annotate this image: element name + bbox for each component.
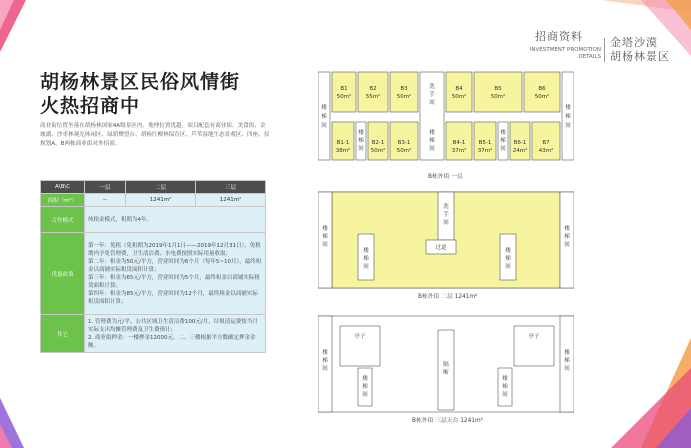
washroom-char: 间 [429, 100, 435, 106]
stair-char: 间 [500, 146, 506, 152]
floor-plan-3 [318, 310, 574, 414]
shop-B6 [524, 72, 560, 112]
table-header-cell: A\B\C [41, 181, 85, 194]
shop-B2 [358, 72, 388, 112]
corridor-label: 过道 [435, 245, 447, 251]
section-title: 招商资料 [535, 30, 583, 43]
place-name-line1: 金塔沙漠 [610, 36, 658, 49]
floor-plan-2 [318, 186, 574, 290]
table-header-row [41, 181, 266, 194]
partition-char: 断 [443, 370, 449, 376]
shop-area: 50m² [534, 94, 550, 100]
plan1-stair-left-char: 间 [321, 123, 327, 129]
table-header-cell: 三层 [196, 181, 266, 194]
washroom-char: 洗 [429, 84, 435, 90]
area-label: 面积（m²） [41, 194, 85, 207]
area-value-floor2: 1241m² [126, 194, 196, 207]
shop-label: B4-1 [452, 140, 466, 146]
area-value-floor1: -- [85, 194, 126, 207]
shop-label: B7 [542, 140, 550, 146]
stair-char: 楼 [564, 350, 570, 356]
stair-char: 间 [358, 146, 364, 152]
stair-char: 楼 [322, 226, 328, 232]
policy-line: 第三年：租金为65元/平方，营业时间为5个月，最终租金以商铺实际租赁面积计算； [88, 274, 260, 289]
stair-char: 间 [322, 366, 328, 372]
place-name [610, 36, 670, 64]
plan2-right-stair [560, 192, 574, 288]
other-line: 1. 管理费为元/平。公共区域卫生清洁费100元/月，垃圾清运费按当月实际支出均摊管理费及卫生费预计； [88, 318, 258, 333]
shop-B3 [390, 72, 418, 112]
bottom-left-ribbon-decoration [0, 388, 40, 448]
shop-label: B2 [369, 86, 377, 92]
area-value-floor3: 1241m² [196, 194, 266, 207]
stair-char: 楼 [362, 376, 368, 382]
section-subtitle-en: INVESTMENT PROMOTION DETAILS [529, 47, 601, 60]
stair-char: 梯 [564, 358, 570, 364]
shop-area: 37m² [477, 148, 493, 154]
leasing-info-table [40, 180, 266, 353]
stair-char: 梯 [502, 384, 508, 390]
table-row-area [41, 194, 266, 207]
coop-text: 纯租金模式，租期为4年。 [85, 207, 266, 233]
stair-char: 间 [564, 242, 570, 248]
stair-char: 梯 [505, 256, 511, 262]
table-row-other [41, 315, 266, 353]
stair-char: 间 [564, 366, 570, 372]
plan1-stair-left-char: 梯 [321, 114, 327, 120]
table-row-policy [41, 233, 266, 315]
policy-line: 第一年：免租（免租期为2019年1月1日——2019年12月31日），免租期内予免管理费，卫生清洁费、水电费按照实际用量收取； [88, 242, 261, 257]
stair-char: 梯 [322, 234, 328, 240]
stair-char: 楼 [505, 248, 511, 254]
shop-area: 50m² [396, 148, 412, 154]
policy-label: 优惠政策 [41, 233, 85, 315]
stair-char: 间 [502, 392, 508, 398]
page-title [40, 70, 240, 118]
top-left-ribbon-decoration [0, 0, 40, 60]
other-text [85, 315, 266, 353]
policy-line: 第二年：租金为50元/平方，营业时间为6个月（每年5~10月），最终租金以商铺实际租赁面积计算； [88, 258, 262, 273]
stair-char: 梯 [429, 138, 435, 144]
plan3-caption: B栋外街 三层天台 1241m² [412, 418, 483, 424]
stair-char: 梯 [362, 384, 368, 390]
stair-char: 梯 [363, 256, 369, 262]
shop-B4 [446, 72, 472, 112]
page-title-line1: 胡杨林景区民俗风情街 [40, 71, 241, 93]
shop-B5 [474, 72, 522, 112]
stair-char: 梯 [358, 138, 364, 144]
stair-char: 楼 [358, 130, 364, 136]
stair-char: 楼 [502, 376, 508, 382]
stair-char: 梯 [500, 138, 506, 144]
stair-char: 楼 [322, 350, 328, 356]
shop-label: B1-1 [336, 140, 350, 146]
stair-char: 梯 [322, 358, 328, 364]
bottom-right-ribbon-decoration [601, 318, 691, 448]
shop-label: B5 [494, 86, 502, 92]
shop-area: 38m² [335, 148, 351, 154]
stair-char: 楼 [500, 130, 506, 136]
other-label: 其它 [41, 315, 85, 353]
header-divider [604, 38, 605, 62]
policy-text [85, 233, 266, 315]
shop-area: 50m² [370, 148, 386, 154]
floor-plan-1 [318, 62, 574, 170]
shop-label: B3-1 [397, 140, 411, 146]
pavilion-label: 亭子 [354, 334, 366, 340]
shop-area: 50m² [451, 94, 467, 100]
page-title-line2: 火热招商中 [40, 95, 141, 117]
washroom-char: 手 [429, 92, 435, 98]
washroom-char: 手 [443, 212, 449, 218]
shop-area: 43m² [538, 148, 554, 154]
stair-char: 间 [505, 264, 511, 270]
shop-area: 55m² [365, 94, 381, 100]
shop-area: 37m² [451, 148, 467, 154]
plan1-caption: B栋外街 一层 [428, 174, 463, 180]
other-line: 2. 商业街押金：一楼押金12000元、二、三楼根据平方数确定押金金额。 [88, 334, 256, 349]
washroom-char: 洗 [443, 204, 449, 210]
plan1-stair-right-char: 间 [565, 123, 571, 129]
plan1-stair-right-char: 楼 [565, 105, 571, 111]
table-header-cell: 一层 [85, 181, 126, 194]
stair-char: 间 [363, 264, 369, 270]
stair-char: 间 [322, 242, 328, 248]
table-row-coop [41, 207, 266, 233]
shop-label: B4 [455, 86, 463, 92]
shop-label: B3 [400, 86, 408, 92]
shop-label: B5-1 [478, 140, 492, 146]
stair-char: 梯 [564, 234, 570, 240]
plan3-left-stair [318, 316, 332, 412]
shop-area: 24m² [512, 148, 528, 154]
stair-char: 间 [362, 392, 368, 398]
shop-label: B1 [340, 86, 348, 92]
shop-area: 50m² [396, 94, 412, 100]
washroom-char: 间 [443, 220, 449, 226]
plan3-pavilion-right [514, 326, 554, 366]
shop-area: 50m² [336, 94, 352, 100]
shop-B1 [332, 72, 356, 112]
shop-label: B2-1 [371, 140, 385, 146]
stair-char: 间 [429, 146, 435, 152]
plan3-right-stair [560, 316, 574, 412]
shop-label: B6-1 [513, 140, 527, 146]
shop-area: 50m² [490, 94, 506, 100]
plan1-stair-left-char: 楼 [321, 105, 327, 111]
stair-char: 楼 [363, 248, 369, 254]
policy-line: 第四年：租金为85元/平方，营业时间为12个月，最终租金以商铺实际租赁面积计算； [88, 290, 258, 305]
plan3-pavilion-left [340, 326, 380, 366]
partition-char: 隔 [443, 362, 449, 368]
table-header-cell: 二层 [126, 181, 196, 194]
stair-char: 楼 [564, 226, 570, 232]
plan1-stair-right-char: 梯 [565, 114, 571, 120]
plan2-left-stair [318, 192, 332, 288]
stair-char: 楼 [429, 130, 435, 136]
shop-label: B6 [538, 86, 546, 92]
intro-paragraph: 商业街位置坐落在胡杨林国家4A级景区内、地理位置优越。项目配套有商业街、美食街、金坡湖、沙枣林观光休闲区、绿荫鹭望台、胡杨红柳林保育区、芦苇湿地生态景观区、四座、仅规划A、B两栋商业街对外招商。 [40, 123, 270, 147]
coop-label: 合作模式 [41, 207, 85, 233]
pavilion-label: 亭子 [528, 334, 540, 340]
plan2-caption: B栋外街 二层 1241m² [418, 294, 478, 300]
place-name-line2: 胡杨林景区 [610, 50, 670, 63]
